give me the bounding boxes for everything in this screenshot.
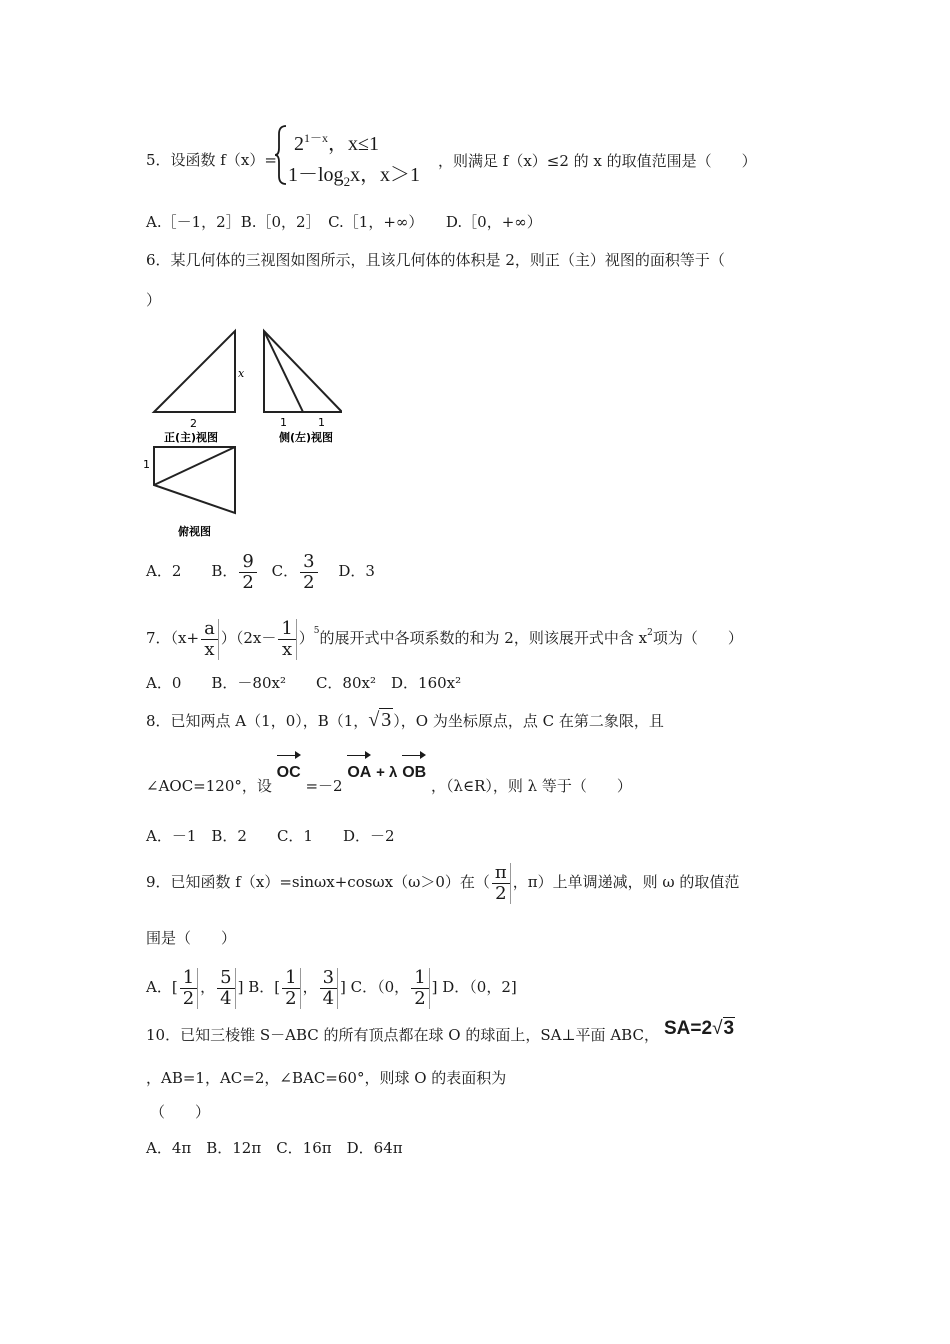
q7-options: A．0 B．－80x² C．80x² D．160x² [146, 674, 462, 692]
side-view-triangle [264, 331, 342, 412]
q6-option-c-frac: $\frac{3}{2}$ [300, 552, 317, 593]
q8-stem-line2: ∠AOC=120°，设 OC =－2 OA + λ OB ，（λ∈R），则 λ 等于（ ） [146, 772, 632, 801]
side-view-caption: 侧(左)视图 [279, 431, 334, 444]
q6-stem: 6．某几何体的三视图如图所示，且该几何体的体积是 2，则正（主）视图的面积等于（ [146, 251, 725, 269]
q6-stem-end: ） [146, 291, 162, 309]
q10-stem-line1: 10．已知三棱锥 S－ABC 的所有顶点都在球 O 的球面上，SA⊥平面 ABC， [146, 1026, 659, 1044]
front-view-triangle [154, 331, 235, 412]
side-view-inner-line [264, 331, 303, 412]
q9-stem-line2: 围是（ ） [146, 929, 237, 947]
q6-option-a: A．2 B． [146, 562, 238, 580]
q5-brace [274, 124, 288, 186]
q9-a-frac-2: $\frac{5}{4}$ [217, 968, 235, 1009]
side-view-label-right: 1 [318, 416, 325, 429]
q9-frac-pi-over-2: $\frac{\pi}{2}$ [492, 863, 511, 904]
q6-option-d: D．3 [338, 562, 375, 580]
q5-case-1: $2^{1-x}$，x≤1 [294, 131, 379, 155]
q8-options: A．－1 B．2 C．1 D．－2 [146, 827, 395, 845]
q9-b-frac-2: $\frac{3}{4}$ [320, 968, 338, 1009]
front-view-base-label: 2 [190, 417, 197, 430]
q10-options: A．4π B．12π C．16π D．64π [146, 1139, 403, 1157]
q9-b-frac-1: $\frac{1}{2}$ [282, 968, 300, 1009]
q5-case-2: $1-\log_2x$，x＞1 [288, 164, 421, 189]
vector-oa: OA [347, 759, 371, 787]
q10-stem-line3: （ ） [150, 1103, 211, 1121]
top-view-caption: 俯视图 [178, 525, 211, 538]
q7-stem: 7．（x+ $\frac{a}{x}$ ）（2x－ $\frac{1}{x}$ ）$^5$的展开式中各项系数的和为 2，则该展开式中含 $x^2$项为（ ） [146, 617, 743, 660]
q5-prefix: 5．设函数 f（x）= [146, 151, 277, 169]
q10-stem-line2: ，AB=1，AC=2，∠BAC=60°，则球 O 的表面积为 [146, 1069, 507, 1087]
q5-suffix: ，则满足 f（x）≤2 的 x 的取值范围是（ ） [438, 152, 757, 170]
q9-a-frac-1: $\frac{1}{2}$ [180, 968, 198, 1009]
top-view-diagonal [154, 447, 235, 485]
vector-oc: OC [277, 759, 301, 787]
top-view-side-label: 1 [143, 458, 150, 471]
q8-stem-line1: 8．已知两点 A（1，0），B（1，√ 3 ），O 为坐标原点，点 C 在第二象限，且 [146, 709, 664, 731]
q6-options: A．2 B． $\frac{9}{2}$ C． $\frac{3}{2}$ D．3 [146, 550, 375, 593]
front-view-height-label: x [238, 367, 245, 380]
q7-frac-1-over-x: $\frac{1}{x}$ [278, 619, 296, 660]
q10-sa-value: SA=2√3 [664, 1018, 735, 1039]
vector-ob: OB [402, 759, 426, 787]
q9-stem-line1: 9．已知函数 f（x）=sinωx+cosωx（ω＞0）在（ $\frac{\pi}{2}$ ，π）上单调递减，则 ω 的取值范 [146, 861, 740, 904]
q5-options: A.［－1，2］B.［0，2］ C.［1，+∞） D.［0，+∞） [146, 213, 542, 231]
q9-options: A．[ $\frac{1}{2}$ ， $\frac{5}{4}$ ] B．[ $\frac{1}{2}$ ， $\frac{3}{4}$ ] C．（0， $\frac{1}{2}$ ] D．（0，2] [146, 966, 517, 1009]
q7-frac-a-over-x: $\frac{a}{x}$ [201, 619, 219, 660]
q6-option-b-frac: $\frac{9}{2}$ [239, 552, 256, 593]
q8-sqrt-3: √ 3 [368, 709, 392, 731]
front-view-caption: 正(主)视图 [164, 431, 219, 444]
q9-c-frac: $\frac{1}{2}$ [411, 968, 429, 1009]
side-view-label-left: 1 [280, 416, 287, 429]
three-view-figure [142, 325, 342, 545]
